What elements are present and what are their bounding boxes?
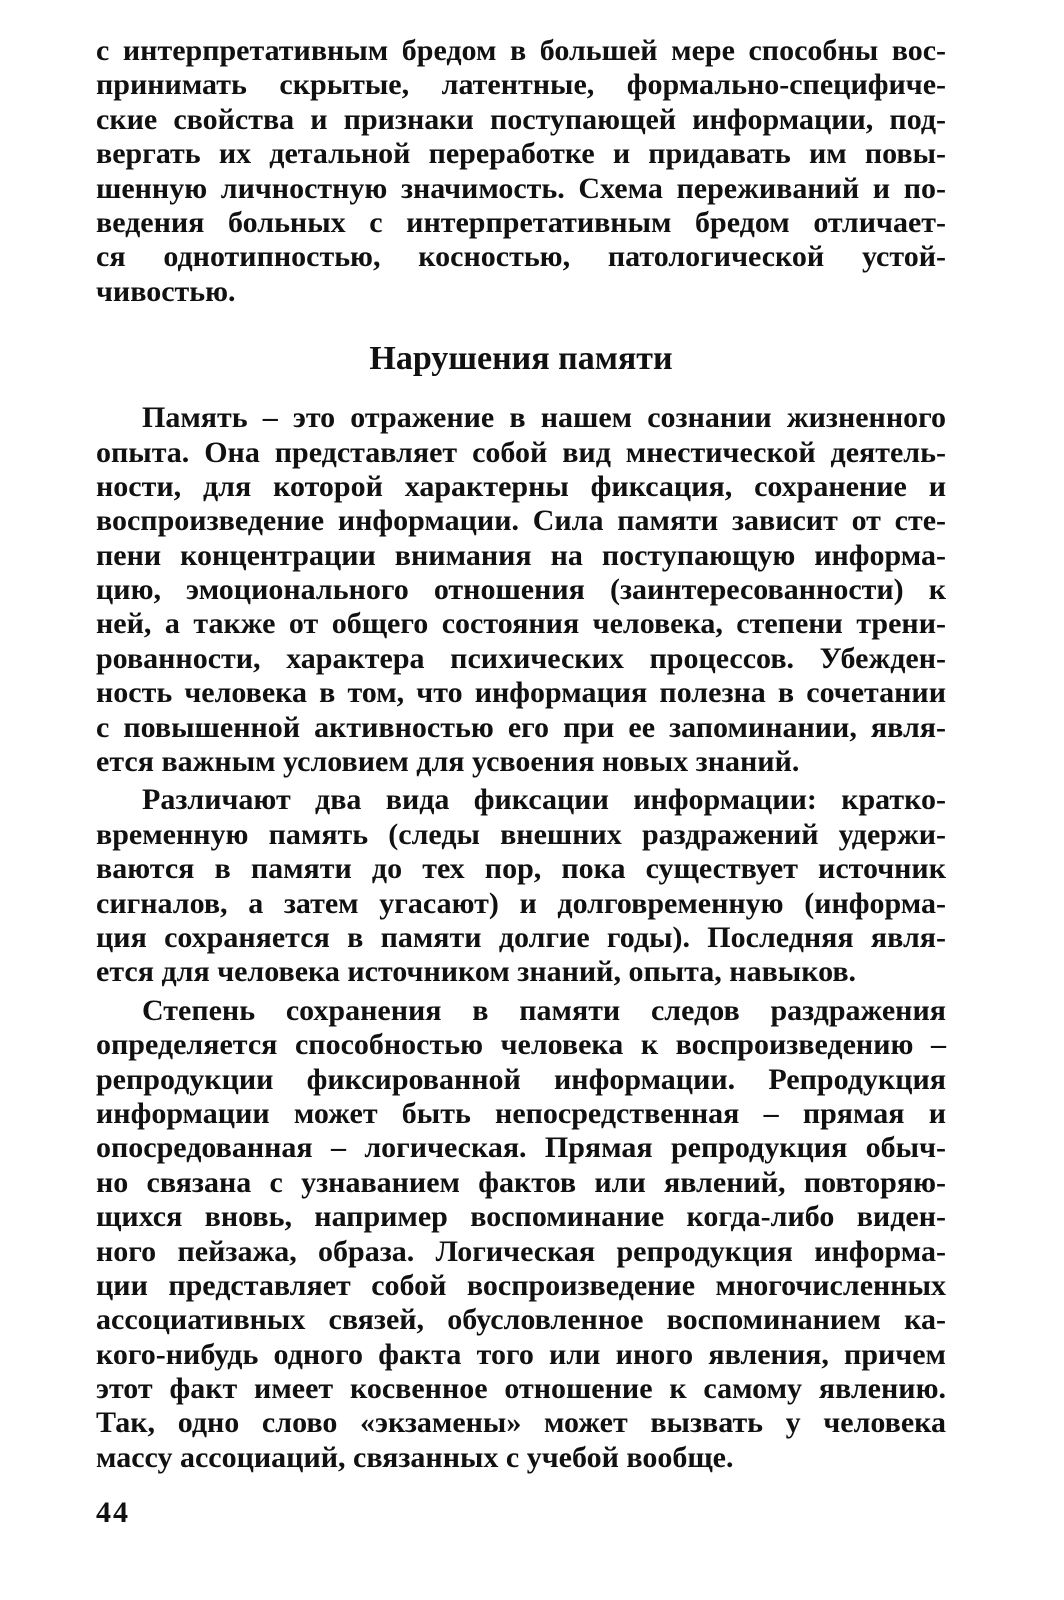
text-line: ного пейзажа, образа. Логическая репродукция информа-	[96, 1234, 946, 1268]
intro-paragraph	[96, 34, 946, 309]
text-line: временную память (следы внешних раздражений удержи-	[96, 817, 946, 851]
paragraph-memory-reproduction	[96, 994, 946, 1475]
text-line: ности, для которой характерны фиксация, сохранение и	[96, 469, 946, 503]
text-line: чивостью.	[96, 274, 236, 308]
text-line: воспроизведение информации. Сила памяти зависит от сте-	[96, 504, 946, 538]
text-line: но связана с узнаванием фактов или явлений, повторяю-	[96, 1165, 946, 1199]
paragraph-memory-definition	[96, 401, 946, 779]
text-line: Так, одно слово «экзамены» может вызвать у человека	[96, 1406, 946, 1440]
text-line: определяется способностью человека к воспроизведению –	[96, 1028, 946, 1062]
paragraph-memory-types	[96, 783, 946, 989]
text-line: массу ассоциаций, связанных с учебой вообще.	[96, 1440, 734, 1474]
text-line: информации может быть непосредственная – прямая и	[96, 1096, 946, 1130]
text-line: щихся вновь, например воспоминание когда-либо виден-	[96, 1200, 946, 1234]
text-line: цию, эмоционального отношения (заинтересованности) к	[96, 573, 946, 607]
text-line: рованности, характера психических процессов. Убежден-	[96, 641, 946, 675]
text-line: ции представляет собой воспроизведение многочисленных	[96, 1268, 946, 1302]
text-line: ция сохраняется в памяти долгие годы). Последняя явля-	[96, 920, 946, 954]
text-line: опосредованная – логическая. Прямая репродукция обыч-	[96, 1131, 946, 1165]
text-line: кого-нибудь одного факта того или иного явления, причем	[96, 1337, 946, 1371]
text-line: принимать скрытые, латентные, формально-специфиче-	[96, 68, 946, 102]
text-line: ся однотипностью, косностью, патологической устой-	[96, 240, 946, 274]
text-line: с повышенной активностью его при ее запоминании, явля-	[96, 710, 946, 744]
text-line: опыта. Она представляет собой вид мнестической деятель-	[96, 435, 946, 469]
text-line: ассоциативных связей, обусловленное воспоминанием ка-	[96, 1303, 946, 1337]
page-number: 44	[96, 1496, 130, 1529]
text-line: сигналов, а затем угасают) и долговременную (информа-	[96, 886, 946, 920]
text-line: с интерпретативным бредом в большей мере способны вос-	[96, 34, 946, 67]
text-line: Память – это отражение в нашем сознании жизненного	[142, 401, 946, 435]
page-content	[96, 34, 946, 1475]
text-line: Степень сохранения в памяти следов раздражения	[142, 993, 946, 1027]
text-line: ется для человека источником знаний, опыта, навыков.	[96, 955, 857, 989]
text-line: ется важным условием для усвоения новых знаний.	[96, 745, 800, 779]
text-line: ваются в памяти до тех пор, пока существует источник	[96, 852, 946, 886]
section-heading: Нарушения памяти	[369, 340, 673, 378]
text-line: ведения больных с интерпретативным бредом отличает-	[96, 205, 946, 239]
text-line: шенную личностную значимость. Схема переживаний и по-	[96, 171, 946, 205]
text-line: ность человека в том, что информация полезна в сочетании	[96, 676, 946, 710]
text-line: репродукции фиксированной информации. Репродукция	[96, 1062, 946, 1096]
text-line: Различают два вида фиксации информации: кратко-	[142, 783, 946, 817]
text-line: ские свойства и признаки поступающей информации, под-	[96, 102, 946, 136]
text-line: ней, а также от общего состояния человека, степени трени-	[96, 607, 946, 641]
text-line: этот факт имеет косвенное отношение к самому явлению.	[96, 1372, 946, 1406]
text-line: вергать их детальной переработке и придавать им повы-	[96, 137, 946, 171]
text-line: пени концентрации внимания на поступающую информа-	[96, 538, 946, 572]
